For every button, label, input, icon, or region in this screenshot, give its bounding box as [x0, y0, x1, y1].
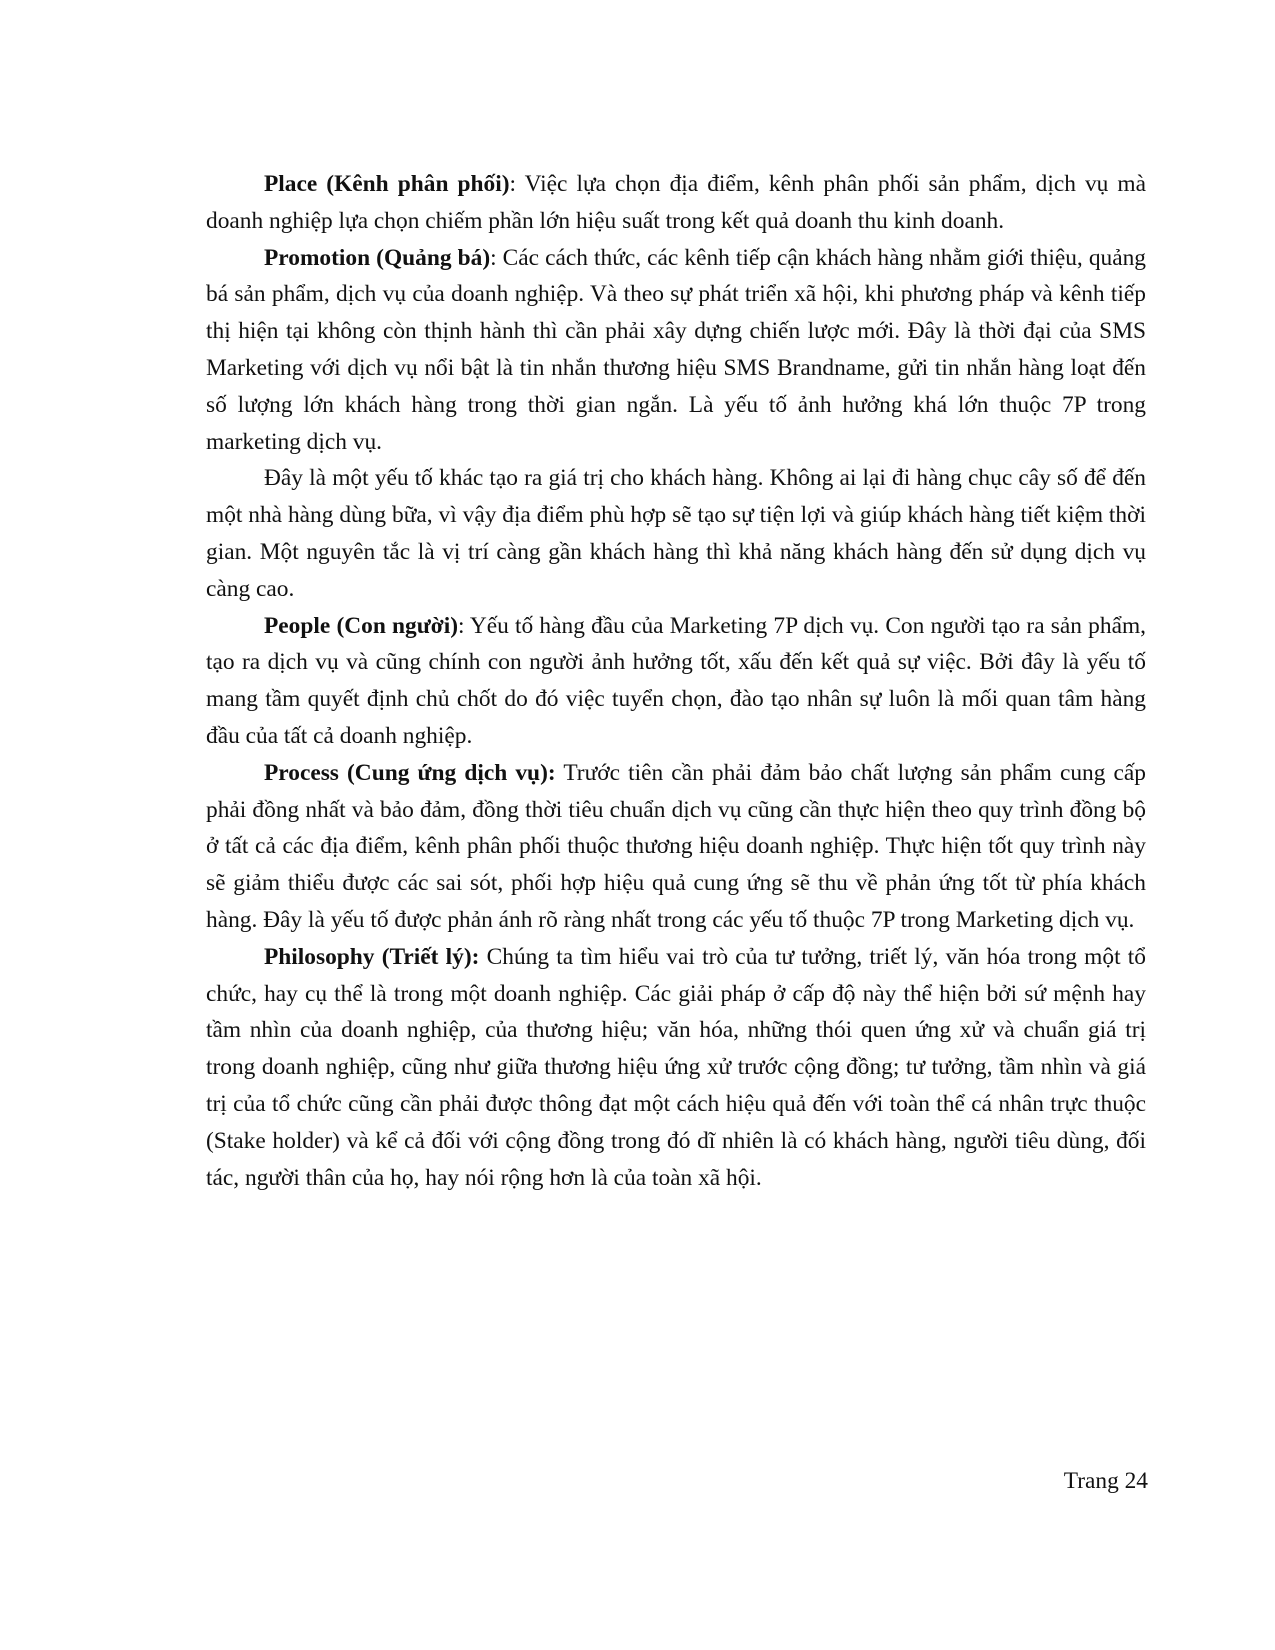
- paragraph-philosophy: [206, 939, 1146, 1197]
- paragraph-text: : Việc lựa chọn địa điểm, kênh phân phối sản phẩm, dịch vụ mà doanh nghiệp lựa chọn chiếm phần lớn hiệu suất trong kết quả doanh thu kinh doanh.: [206, 171, 1146, 234]
- paragraph-text: : Các cách thức, các kênh tiếp cận khách hàng nhằm giới thiệu, quảng bá sản phẩm, dịch vụ của doanh nghiệp. Và theo sự phát triển xã hội, khi phương pháp và kênh tiếp thị hiện tại không còn thịnh hành thì cần phải xây dựng chiến lược mới. Đây là thời đại của SMS Marketing với dịch vụ nổi bật là tin nhắn thương hiệu SMS Brandname, gửi tin nhắn hàng loạt đến số lượng lớn khách hàng trong thời gian ngắn. Là yếu tố ảnh hưởng khá lớn thuộc 7P trong marketing dịch vụ.: [206, 244, 1146, 455]
- paragraph-place: [206, 166, 1146, 240]
- paragraph-process: [206, 755, 1146, 939]
- page-body: [206, 166, 1146, 1196]
- paragraph-people: [206, 608, 1146, 755]
- paragraph-location-value: [206, 460, 1146, 607]
- term-promotion: Promotion (Quảng bá): [264, 244, 491, 271]
- paragraph-text: Trước tiên cần phải đảm bảo chất lượng sản phẩm cung cấp phải đồng nhất và bảo đảm, đồng thời tiêu chuẩn dịch vụ cũng cần thực hiện theo quy trình đồng bộ ở tất cả các địa điểm, kênh phân phối thuộc thương hiệu doanh nghiệp. Thực hiện tốt quy trình này sẽ giảm thiểu được các sai sót, phối hợp hiệu quả cung ứng sẽ thu về phản ứng tốt từ phía khách hàng. Đây là yếu tố được phản ánh rõ ràng nhất trong các yếu tố thuộc 7P trong Marketing dịch vụ.: [206, 759, 1146, 933]
- paragraph-promotion: [206, 240, 1146, 461]
- term-philosophy: Philosophy (Triết lý):: [264, 943, 480, 970]
- page-number: Trang 24: [1063, 1468, 1148, 1494]
- term-process: Process (Cung ứng dịch vụ):: [264, 759, 556, 786]
- paragraph-text: Chúng ta tìm hiểu vai trò của tư tưởng, triết lý, văn hóa trong một tổ chức, hay cụ thể là trong một doanh nghiệp. Các giải pháp ở cấp độ này thể hiện bởi sứ mệnh hay tầm nhìn của doanh nghiệp, của thương hiệu; văn hóa, những thói quen ứng xử và chuẩn giá trị trong doanh nghiệp, cũng như giữa thương hiệu ứng xử trước cộng đồng; tư tưởng, tầm nhìn và giá trị của tổ chức cũng cần phải được thông đạt một cách hiệu quả đến với toàn thể cá nhân trực thuộc (Stake holder) và kể cả đối với cộng đồng trong đó dĩ nhiên là có khách hàng, người tiêu dùng, đối tác, người thân của họ, hay nói rộng hơn là của toàn xã hội.: [206, 943, 1146, 1191]
- term-people: People (Con người): [264, 612, 459, 639]
- paragraph-text: : Yếu tố hàng đầu của Marketing 7P dịch vụ. Con người tạo ra sản phẩm, tạo ra dịch vụ và cũng chính con người ảnh hưởng tốt, xấu đến kết quả sự việc. Bởi đây là yếu tố mang tầm quyết định chủ chốt do đó việc tuyển chọn, đào tạo nhân sự luôn là mối quan tâm hàng đầu của tất cả doanh nghiệp.: [206, 612, 1146, 749]
- paragraph-text: Đây là một yếu tố khác tạo ra giá trị cho khách hàng. Không ai lại đi hàng chục cây số để đến một nhà hàng dùng bữa, vì vậy địa điểm phù hợp sẽ tạo sự tiện lợi và giúp khách hàng tiết kiệm thời gian. Một nguyên tắc là vị trí càng gần khách hàng thì khả năng khách hàng đến sử dụng dịch vụ càng cao.: [206, 465, 1146, 602]
- term-place: Place (Kênh phân phối): [264, 171, 510, 197]
